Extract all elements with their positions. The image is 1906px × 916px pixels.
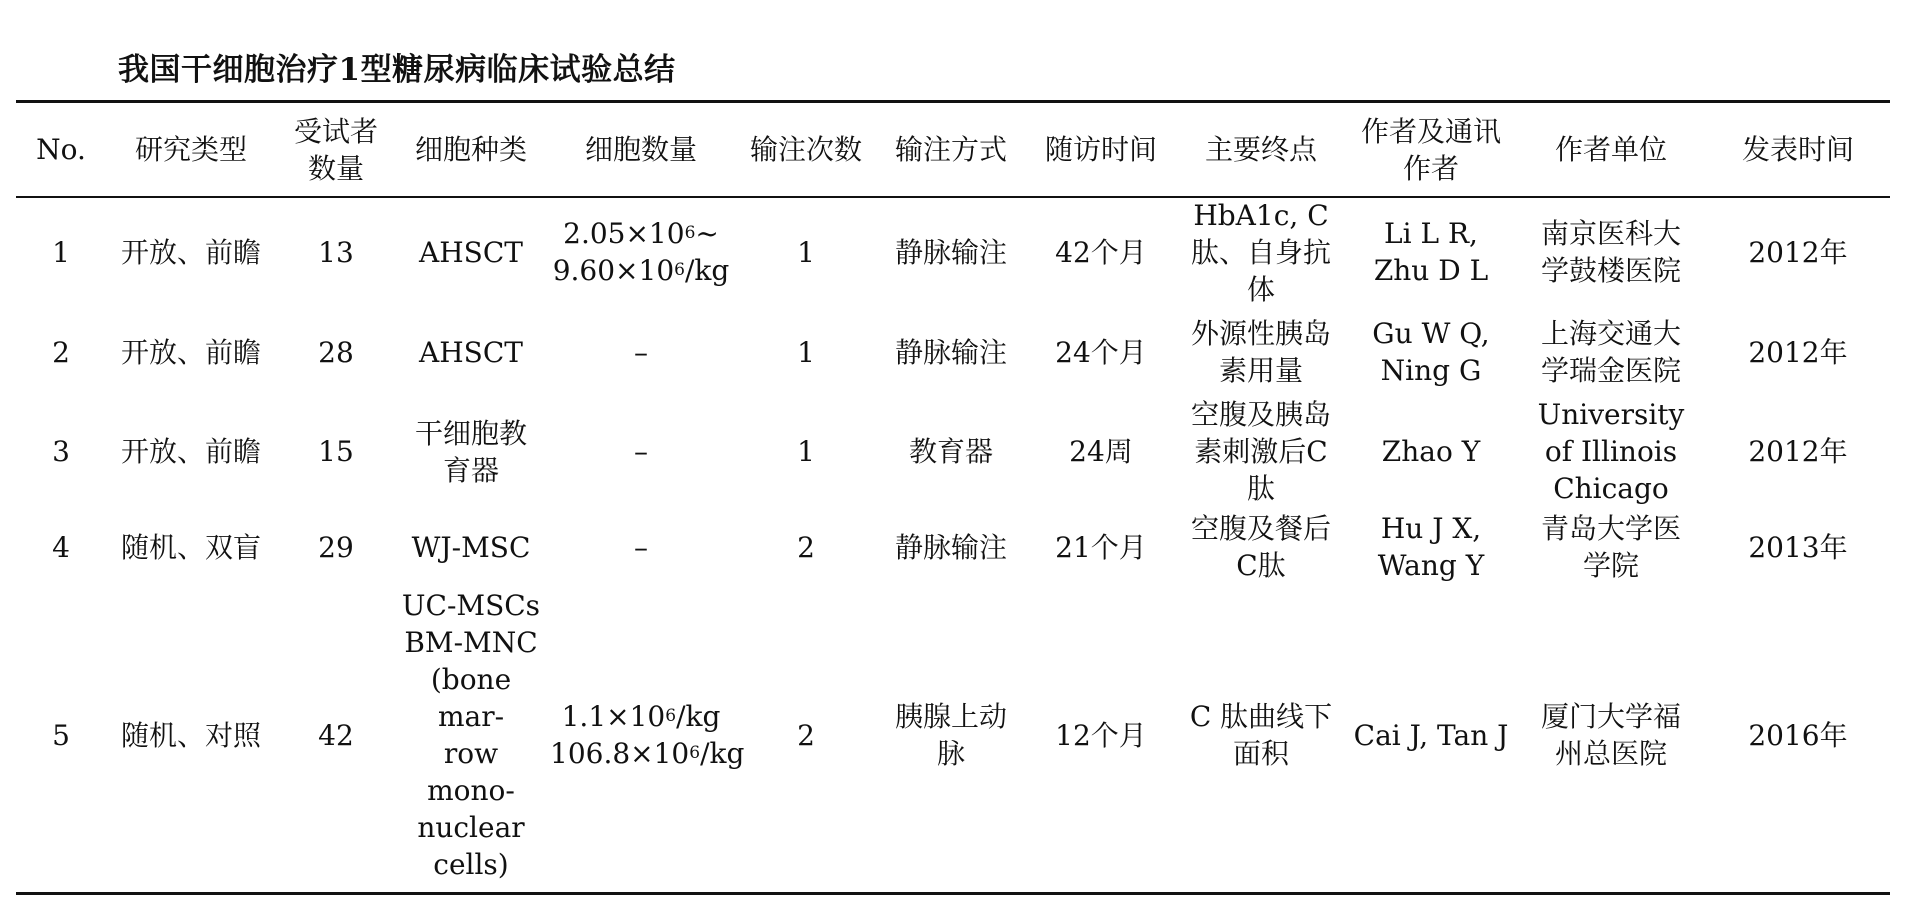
institution-cell: 青岛大学医 学院 bbox=[1540, 512, 1681, 582]
infusion-times-cell: 2 bbox=[797, 530, 815, 564]
study-type-cell: 开放、前瞻 bbox=[120, 335, 261, 369]
header-row bbox=[16, 103, 1890, 196]
infusion-times-cell: 2 bbox=[797, 718, 815, 752]
table-row bbox=[16, 308, 1890, 396]
followup-cell: 21个月 bbox=[1055, 530, 1147, 564]
authors-cell: Zhao Y bbox=[1381, 435, 1481, 468]
table-body bbox=[16, 196, 1890, 883]
no-cell: 4 bbox=[52, 530, 70, 564]
col-authors-header: 作者及通讯 作者 bbox=[1360, 114, 1501, 185]
year-cell: 2012年 bbox=[1748, 435, 1848, 468]
col-subjects-header: 受试者 数量 bbox=[293, 114, 378, 185]
table-row bbox=[16, 587, 1890, 883]
infusion-times-cell: 1 bbox=[797, 435, 815, 468]
study-type-cell: 随机、双盲 bbox=[120, 530, 261, 564]
year-cell: 2013年 bbox=[1748, 530, 1848, 564]
col-institution-header: 作者单位 bbox=[1554, 133, 1667, 166]
col-cell-type-header: 细胞种类 bbox=[414, 133, 527, 166]
no-cell: 1 bbox=[52, 235, 70, 269]
authors-cell: Cai J, Tan J bbox=[1353, 718, 1509, 752]
col-infusion-times-header: 输注次数 bbox=[749, 133, 862, 166]
col-followup-header: 随访时间 bbox=[1044, 133, 1157, 166]
institution-cell: University of Illinois Chicago bbox=[1537, 398, 1685, 505]
cell-type-cell: WJ-MSC bbox=[411, 530, 531, 564]
year-cell: 2016年 bbox=[1748, 718, 1848, 752]
year-cell: 2012年 bbox=[1748, 235, 1848, 269]
no-cell: 5 bbox=[52, 718, 70, 752]
col-endpoint-header: 主要终点 bbox=[1204, 133, 1317, 166]
infusion-times-cell: 1 bbox=[797, 335, 815, 369]
infusion-method-cell: 胰腺上动 脉 bbox=[894, 700, 1007, 770]
col-study-type-header: 研究类型 bbox=[134, 133, 247, 166]
cell-count-cell: – bbox=[634, 335, 648, 369]
institution-cell: 南京医科大 学鼓楼医院 bbox=[1540, 217, 1681, 287]
institution-cell: 上海交通大 学瑞金医院 bbox=[1540, 317, 1681, 387]
authors-cell: Hu J X, Wang Y bbox=[1377, 512, 1485, 582]
cell-count-cell: – bbox=[634, 435, 648, 468]
col-year-header: 发表时间 bbox=[1741, 133, 1854, 166]
endpoint-cell: 空腹及餐后 C肽 bbox=[1190, 512, 1331, 582]
col-cell-count-header: 细胞数量 bbox=[584, 133, 697, 166]
infusion-method-cell: 静脉输注 bbox=[894, 530, 1007, 564]
followup-cell: 24周 bbox=[1069, 435, 1133, 468]
cell-count-cell: – bbox=[634, 530, 648, 564]
study-type-cell: 开放、前瞻 bbox=[120, 235, 261, 269]
no-cell: 2 bbox=[52, 335, 70, 369]
bottom-rule bbox=[16, 892, 1890, 895]
table-row bbox=[16, 507, 1890, 587]
subjects-cell: 15 bbox=[318, 435, 354, 468]
subjects-cell: 29 bbox=[318, 530, 354, 564]
infusion-method-cell: 静脉输注 bbox=[894, 335, 1007, 369]
followup-cell: 12个月 bbox=[1055, 718, 1147, 752]
endpoint-cell: 空腹及胰岛 素刺激后C 肽 bbox=[1190, 398, 1331, 505]
institution-cell: 厦门大学福 州总医院 bbox=[1540, 700, 1681, 770]
study-type-cell: 开放、前瞻 bbox=[120, 435, 261, 468]
cell-count-cell: $2.05\times 10^6\sim$ $9.60\times 10^6/kg$ bbox=[552, 217, 730, 287]
cell-type-cell: AHSCT bbox=[419, 235, 523, 269]
subjects-cell: 13 bbox=[318, 235, 354, 269]
col-infusion-method-header: 输注方式 bbox=[894, 133, 1007, 166]
followup-cell: 24个月 bbox=[1055, 335, 1147, 369]
clinical-trials-table bbox=[16, 103, 1890, 883]
col-no-header: No. bbox=[36, 133, 86, 166]
authors-cell: Li L R, Zhu D L bbox=[1373, 217, 1489, 287]
followup-cell: 42个月 bbox=[1055, 235, 1147, 269]
endpoint-cell: HbA1c, C 肽、自身抗 体 bbox=[1190, 198, 1331, 306]
table-title: 我国干细胞治疗1型糖尿病临床试验总结 bbox=[118, 52, 676, 88]
infusion-method-cell: 教育器 bbox=[908, 435, 993, 468]
cell-type-cell: AHSCT bbox=[419, 335, 523, 369]
infusion-times-cell: 1 bbox=[797, 235, 815, 269]
table-row bbox=[16, 396, 1890, 507]
cell-type-cell: UC-MSCs BM-MNC (bone mar- row mono- nuclear cells) bbox=[401, 589, 541, 881]
subjects-cell: 28 bbox=[318, 335, 354, 369]
cell-type-cell: 干细胞教 育器 bbox=[414, 416, 527, 487]
endpoint-cell: 外源性胰岛 素用量 bbox=[1190, 317, 1331, 387]
table-row bbox=[16, 196, 1890, 308]
authors-cell: Gu W Q, Ning G bbox=[1372, 317, 1490, 387]
no-cell: 3 bbox=[52, 435, 70, 468]
year-cell: 2012年 bbox=[1748, 335, 1848, 369]
infusion-method-cell: 静脉输注 bbox=[894, 235, 1007, 269]
endpoint-cell: C 肽曲线下 面积 bbox=[1189, 700, 1333, 770]
cell-count-cell: $1.1\times 10^6/kg$ $106.8\times 10^6/kg$ bbox=[550, 700, 745, 770]
subjects-cell: 42 bbox=[318, 718, 354, 752]
study-type-cell: 随机、对照 bbox=[120, 718, 261, 752]
